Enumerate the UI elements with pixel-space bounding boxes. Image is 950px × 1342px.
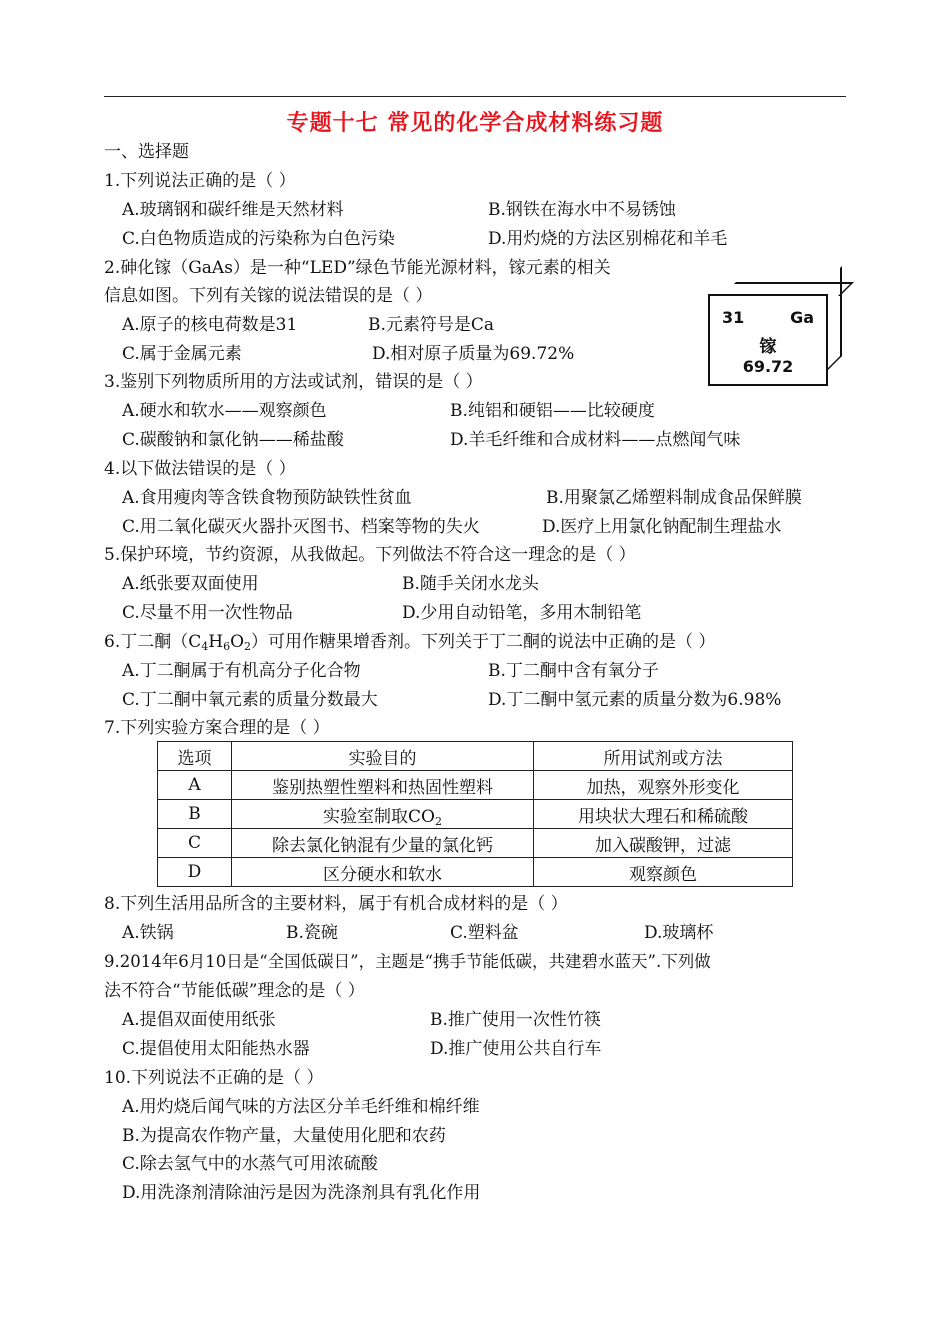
- q6-formula-sub: 4: [201, 640, 209, 653]
- table-header: 所用试剂或方法: [534, 742, 793, 771]
- q7-stem: 7.下列实验方案合理的是（ ）: [104, 718, 330, 738]
- q9-stem-line1: 9.2014年6月10日是“全国低碳日”，主题是“携手节能低碳，共建碧水蓝天”.下列做: [104, 952, 711, 971]
- q6-option-d: D.丁二酮中氢元素的质量分数为6.98%: [488, 690, 782, 710]
- table-row: [158, 771, 793, 800]
- q10-stem: 10.下列说法不正确的是（ ）: [104, 1068, 324, 1088]
- q9-stem-line2: 法不符合“节能低碳”理念的是（ ）: [104, 981, 365, 1001]
- q3-option-d: D.羊毛纤维和合成材料——点燃闻气味: [450, 430, 741, 450]
- header-rule: [104, 96, 846, 97]
- q4-option-d: D.医疗上用氯化钠配制生理盐水: [542, 517, 782, 537]
- q3-option-a: A.硬水和软水——观察颜色: [122, 401, 327, 421]
- q6-formula-sub: 6: [223, 640, 231, 653]
- table-cell-method: 加热，观察外形变化: [534, 771, 793, 800]
- q1-option-d: D.用灼烧的方法区别棉花和羊毛: [488, 229, 728, 249]
- q6-option-a: A.丁二酮属于有机高分子化合物: [122, 661, 361, 681]
- table-cell-purpose: 除去氯化钠混有少量的氯化钙: [232, 829, 534, 858]
- q1-stem: 1.下列说法正确的是（ ）: [104, 171, 296, 191]
- q4-stem: 4.以下做法错误的是（ ）: [104, 459, 296, 479]
- formula-subscript: 2: [434, 814, 442, 828]
- atomic-number: 31: [722, 308, 745, 327]
- table-cell-purpose: 区分硬水和软水: [232, 858, 534, 887]
- table-cell-option: A: [158, 771, 232, 800]
- q4-option-a: A.食用瘦肉等含铁食物预防缺铁性贫血: [122, 488, 412, 508]
- element-card-side-face: [826, 266, 842, 372]
- q10-option-a: A.用灼烧后闻气味的方法区分羊毛纤维和棉纤维: [122, 1097, 480, 1117]
- q9-option-b: B.推广使用一次性竹筷: [430, 1010, 601, 1030]
- table-header: 实验目的: [232, 742, 534, 771]
- q10-option-c: C.除去氢气中的水蒸气可用浓硫酸: [122, 1154, 378, 1174]
- q2-option-d: D.相对原子质量为69.72%: [372, 344, 575, 364]
- element-symbol: Ga: [790, 308, 814, 327]
- q2-option-b: B.元素符号是Ca: [368, 315, 495, 335]
- q1-option-b: B.钢铁在海水中不易锈蚀: [488, 200, 676, 220]
- q2-option-a: A.原子的核电荷数是31: [122, 315, 298, 335]
- q8-option-d: D.玻璃杯: [644, 923, 714, 943]
- q5-option-c: C.尽量不用一次性物品: [122, 603, 293, 623]
- q8-stem: 8.下列生活用品所含的主要材料，属于有机合成材料的是（ ）: [104, 894, 568, 914]
- q3-option-b: B.纯铝和硬铝——比较硬度: [450, 401, 655, 421]
- q7-experiment-table: [157, 741, 793, 887]
- table-cell-purpose: 鉴别热塑性塑料和热固性塑料: [232, 771, 534, 800]
- q2-stem-line2: 信息如图。下列有关镓的说法错误的是（ ）: [104, 286, 433, 306]
- q5-option-d: D.少用自动铅笔，多用木制铅笔: [402, 603, 642, 623]
- q6-formula-o: O: [230, 632, 244, 652]
- q4-option-c: C.用二氧化碳灭火器扑灭图书、档案等物的失火: [122, 517, 480, 537]
- table-header: 选项: [158, 742, 232, 771]
- table-header-row: [158, 742, 793, 771]
- q6-stem-start: 6.丁二酮（C: [104, 632, 202, 652]
- table-cell-option: C: [158, 829, 232, 858]
- q5-option-b: B.随手关闭水龙头: [402, 574, 539, 594]
- atomic-mass: 69.72: [742, 357, 794, 376]
- q9-option-a: A.提倡双面使用纸张: [122, 1010, 276, 1030]
- table-cell-option: D: [158, 858, 232, 887]
- page-title: 专题十七 常见的化学合成材料练习题: [286, 111, 664, 136]
- q5-stem: 5.保护环境，节约资源，从我做起。下列做法不符合这一理念的是（ ）: [104, 545, 636, 565]
- q6-option-b: B.丁二酮中含有氧分子: [488, 661, 659, 681]
- section-heading: 一、选择题: [104, 142, 189, 162]
- q2-stem-line1: 2.砷化镓（GaAs）是一种“LED”绿色节能光源材料，镓元素的相关: [104, 258, 611, 278]
- table-row: [158, 829, 793, 858]
- q8-option-c: C.塑料盆: [450, 923, 519, 943]
- q9-option-d: D.推广使用公共自行车: [430, 1039, 602, 1059]
- q6-stem: [104, 630, 715, 654]
- q6-formula-sub: 2: [244, 640, 251, 653]
- q3-option-c: C.碳酸钠和氯化钠——稀盐酸: [122, 430, 344, 450]
- q10-option-d: D.用洗涤剂清除油污是因为洗涤剂具有乳化作用: [122, 1183, 481, 1203]
- q4-option-b: B.用聚氯乙烯塑料制成食品保鲜膜: [546, 488, 802, 508]
- table-cell-method: 观察颜色: [534, 858, 793, 887]
- q10-option-b: B.为提高农作物产量，大量使用化肥和农药: [122, 1126, 446, 1146]
- table-row: [158, 800, 793, 829]
- gallium-element-card: [708, 294, 828, 386]
- q3-stem: 3.鉴别下列物质所用的方法或试剂，错误的是（ ）: [104, 372, 483, 392]
- q1-option-c: C.白色物质造成的污染称为白色污染: [122, 229, 395, 249]
- q6-formula-h: H: [208, 632, 224, 652]
- table-cell-purpose: [232, 800, 534, 829]
- q8-option-b: B.瓷碗: [286, 923, 338, 943]
- table-row: [158, 858, 793, 887]
- table-cell-method: 用块状大理石和稀硫酸: [534, 800, 793, 829]
- q6-stem-end: ）可用作糖果增香剂。下列关于丁二酮的说法中正确的是（ ）: [251, 632, 716, 652]
- q9-option-c: C.提倡使用太阳能热水器: [122, 1039, 310, 1059]
- element-name: 镓: [759, 337, 777, 357]
- table-cell-option: B: [158, 800, 232, 829]
- purpose-text: 实验室制取CO: [323, 806, 435, 827]
- q8-option-a: A.铁锅: [122, 923, 174, 943]
- q1-option-a: A.玻璃钢和碳纤维是天然材料: [122, 200, 344, 220]
- q6-option-c: C.丁二酮中氧元素的质量分数最大: [122, 690, 378, 710]
- q5-option-a: A.纸张要双面使用: [122, 574, 259, 594]
- table-cell-method: 加入碳酸钾，过滤: [534, 829, 793, 858]
- q2-option-c: C.属于金属元素: [122, 344, 242, 364]
